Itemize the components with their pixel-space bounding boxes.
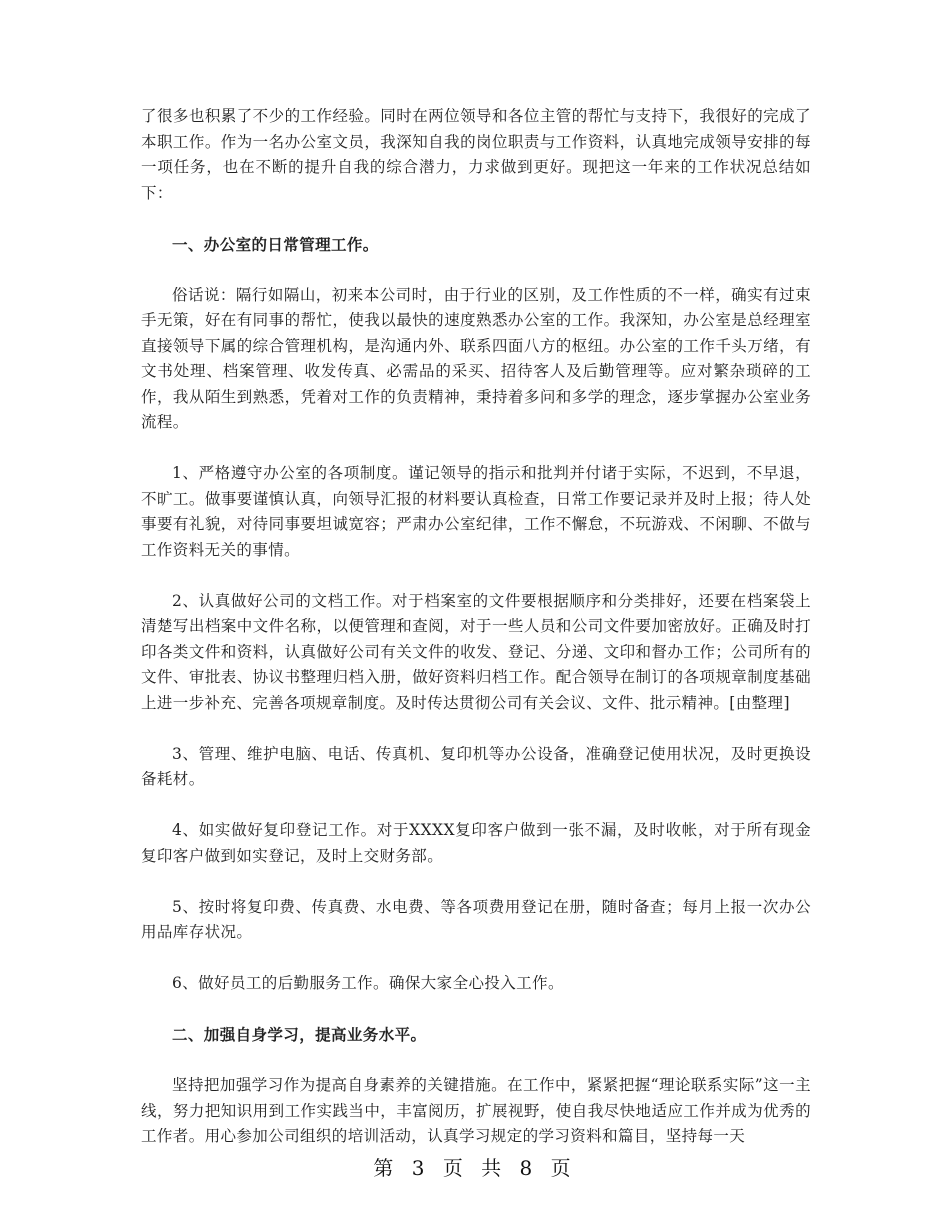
section-1-heading: 一、办公室的日常管理工作。 [172, 234, 379, 254]
spacer [141, 793, 811, 819]
spacer [141, 206, 811, 232]
section-2-intro-paragraph: 坚持把加强学习作为提高自身素养的关键措施。在工作中，紧紧把握“理论联系实际”这一主线，努力把知识用到工作实践当中，丰富阅历，扩展视野，使自我尽快地适应工作并成为优秀的工作者。用心参加公司组织的培训活动，认真学习规定的学习资料和篇目，坚持每一天 [141, 1076, 811, 1145]
list-item-4: 4、如实做好复印登记工作。对于XXXX复印客户做到一张不漏，及时收帐，对于所有现金复印客户做到如实登记，及时上交财务部。 [141, 821, 811, 865]
spacer [141, 716, 811, 742]
list-item-2: 2、认真做好公司的文档工作。对于档案室的文件要根据顺序和分类排好，还要在档案袋上清楚写出档案中文件名称，以便管理和查阅，对于一些人员和公司文件要加密放好。正确及时打印各类文件和资料，认真做好公司有关文件的收发、登记、分递、文印和督办工作；公司所有的文件、审批表、协议书整理归档入册，做好资料归档工作。配合领导在制订的各项规章制度基础上进一步补充、完善各项规章制度。及时传达贯彻公司有关会议、文件、批示精神。[由整理] [141, 591, 811, 712]
spacer [141, 436, 811, 462]
spacer [141, 563, 811, 589]
list-item-5: 5、按时将复印费、传真费、水电费、等各项费用登记在册，随时备查；每月上报一次办公用品库存状况。 [141, 897, 811, 941]
spacer [141, 869, 811, 895]
spacer [141, 1048, 811, 1074]
list-item-3: 3、管理、维护电脑、电话、传真机、复印机等办公设备，准确登记使用状况，及时更换设备耗材。 [141, 744, 811, 788]
section-1-intro-paragraph: 俗话说：隔行如隔山，初来本公司时，由于行业的区别，及工作性质的不一样，确实有过束手无策，好在有同事的帮忙，使我以最快的速度熟悉办公室的工作。我深知，办公室是总经理室直接领导下属的综合管理机构，是沟通内外、联系四面八方的枢纽。办公室的工作千头万绪，有文书处理、档案管理、收发传真、必需品的采买、招待客人及后勤管理等。应对繁杂琐碎的工作，我从陌生到熟悉，凭着对工作的负责精神，秉持着多问和多学的理念，逐步掌握办公室业务流程。 [141, 285, 811, 431]
section-2-heading: 二、加强自身学习，提高业务水平。 [172, 1025, 427, 1044]
spacer [141, 946, 811, 972]
page-number-footer: 第 3 页 共 8 页 [373, 1156, 577, 1180]
list-item-1: 1、严格遵守办公室的各项制度。谨记领导的指示和批判并付诸于实际，不迟到，不早退，不旷工。做事要谨慎认真，向领导汇报的材料要认真检查，日常工作要记录并及时上报；待人处事要有礼貌，对待同事要坦诚宽容；严肃办公室纪律，工作不懈怠，不玩游戏、不闲聊、不做与工作资料无关的事情。 [141, 464, 811, 559]
intro-paragraph: 了很多也积累了不少的工作经验。同时在两位领导和各位主管的帮忙与支持下，我很好的完成了本职工作。作为一名办公室文员，我深知自我的岗位职责与工作资料，认真地完成领导安排的每一项任务，也在不断的提升自我的综合潜力，力求做到更好。现把这一年来的工作状况总结如下： [141, 107, 811, 202]
spacer [141, 997, 811, 1023]
document-body [141, 104, 811, 1150]
list-item-6: 6、做好员工的后勤服务工作。确保大家全心投入工作。 [172, 974, 564, 992]
spacer [141, 257, 811, 283]
